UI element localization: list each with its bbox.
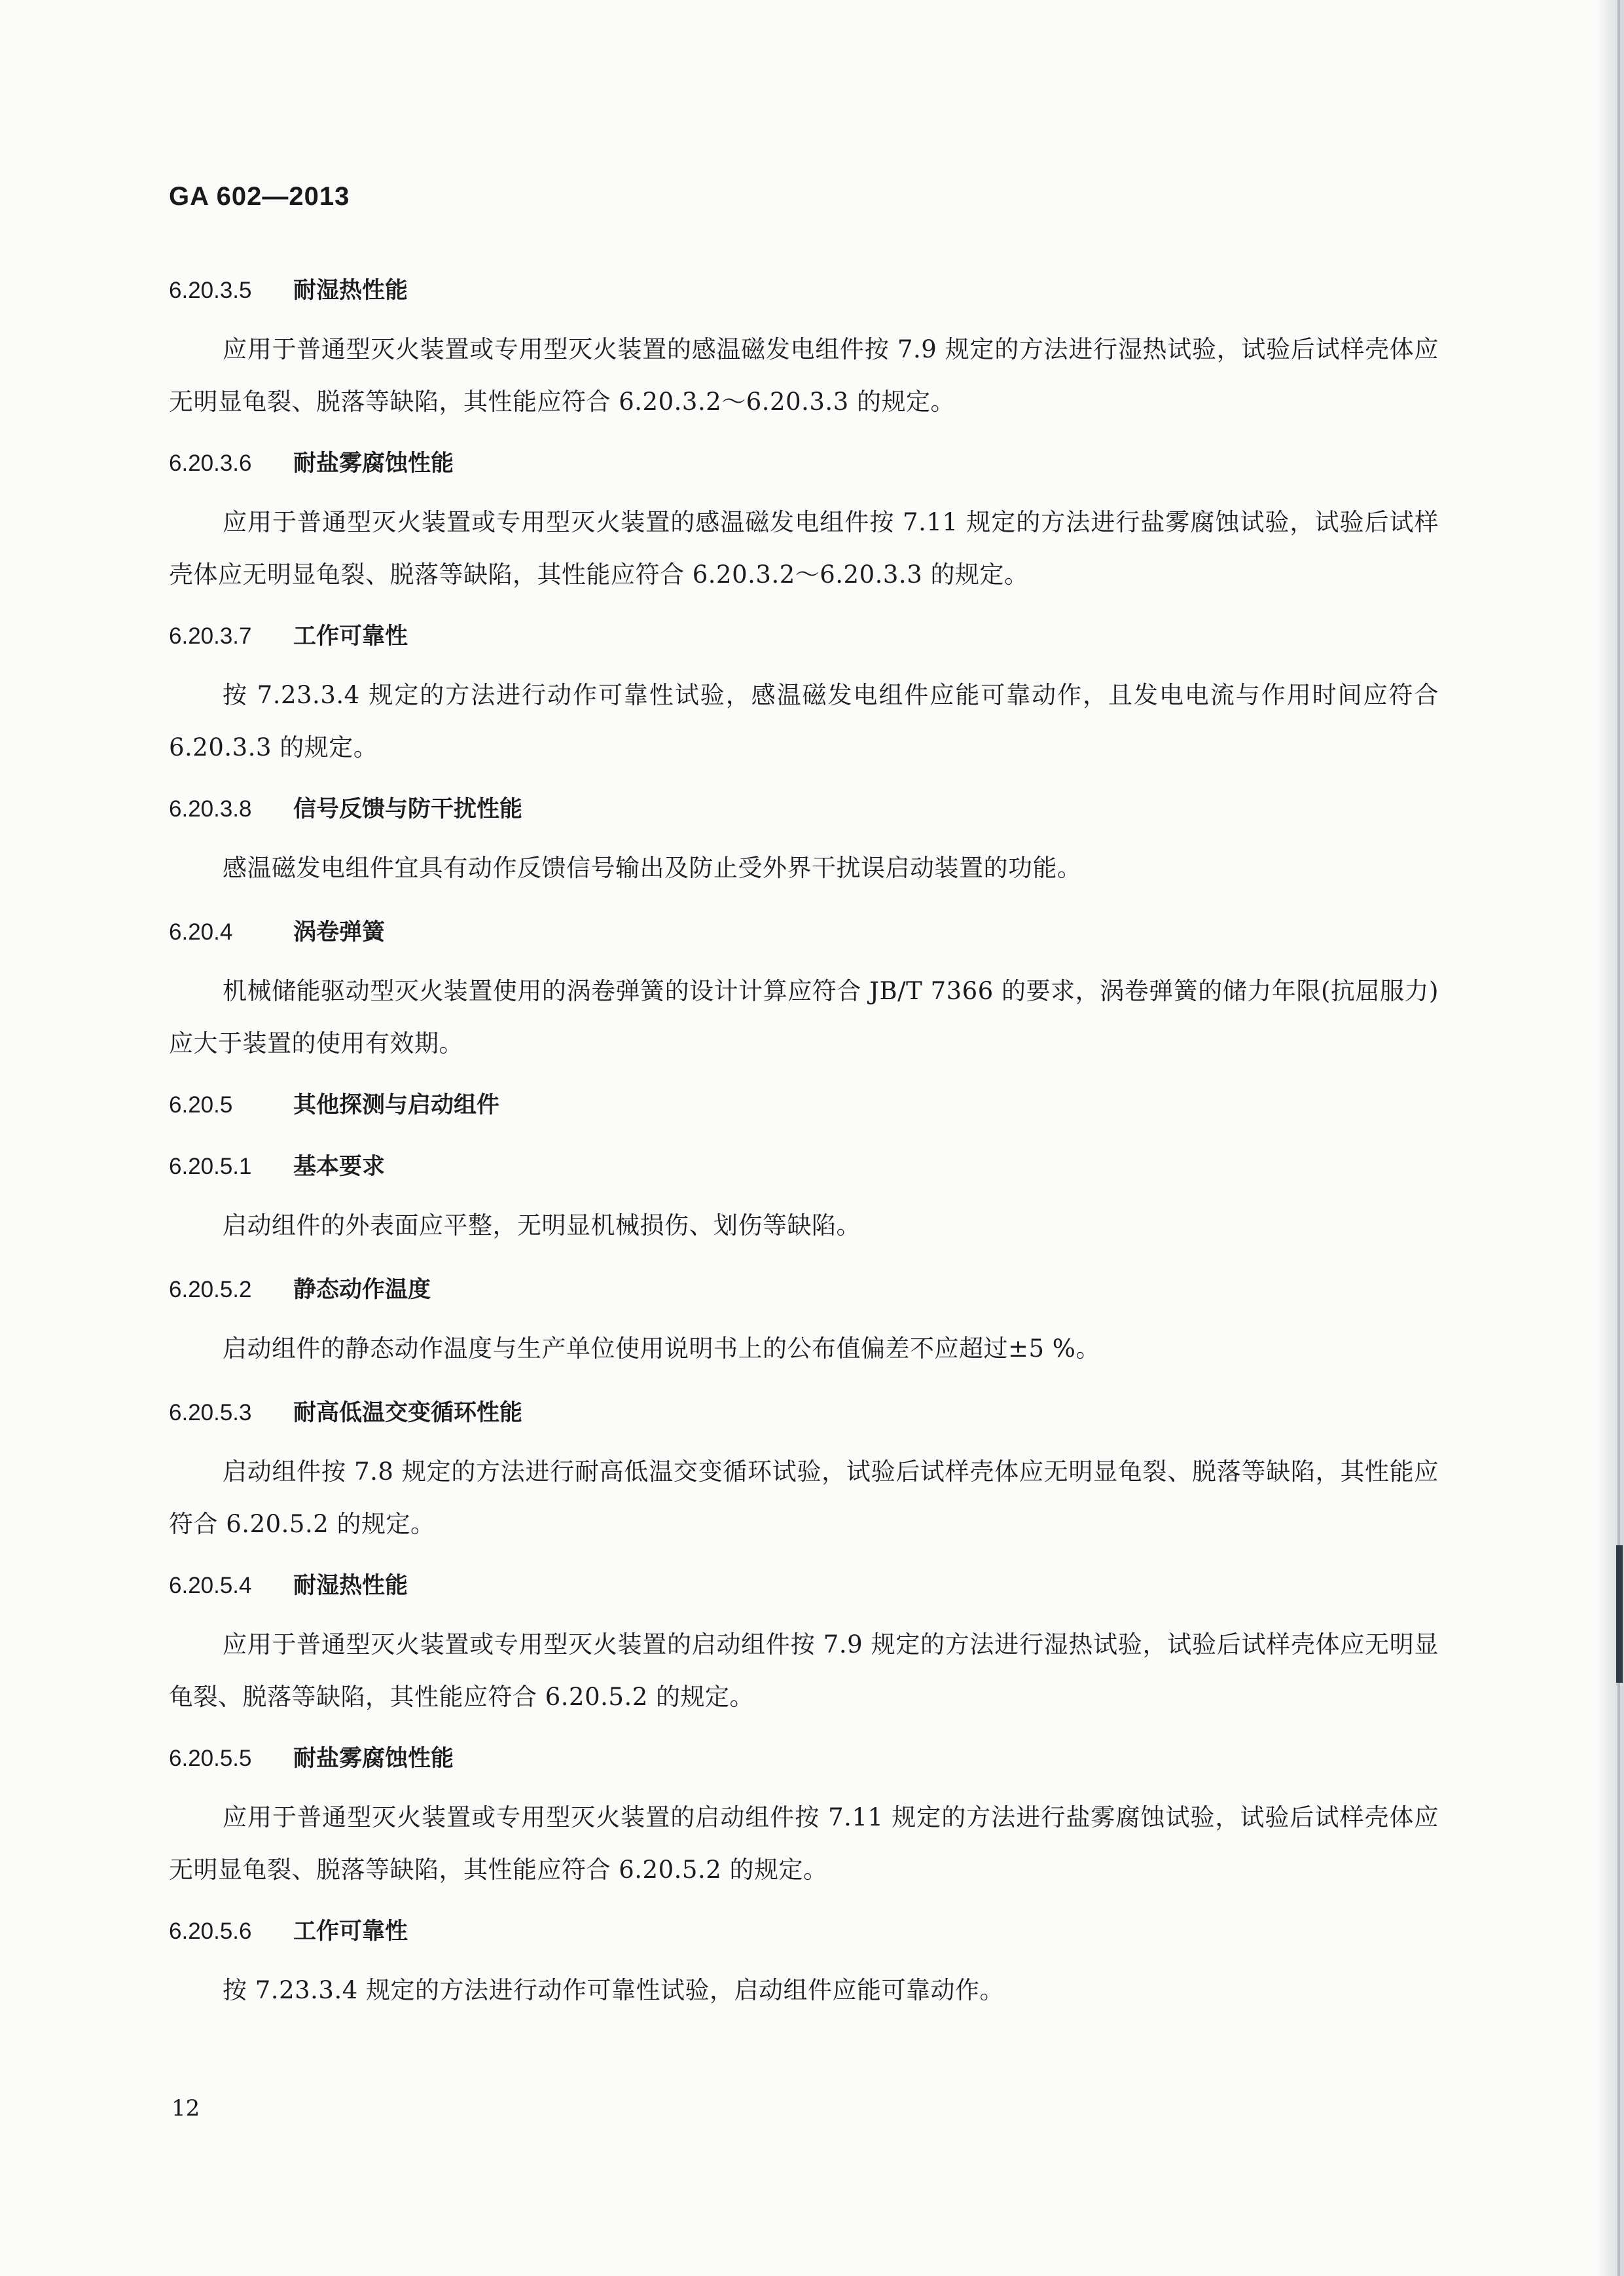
section-paragraph: 启动组件按 7.8 规定的方法进行耐高低温交变循环试验，试验后试样壳体应无明显龟裂、脱落等缺陷，其性能应符合 6.20.5.2 的规定。 bbox=[169, 1458, 1439, 1538]
section-title: 耐高低温交变循环性能 bbox=[293, 1400, 523, 1426]
section-6-20-5-6 bbox=[169, 1916, 1439, 2017]
section-paragraph: 启动组件的外表面应平整，无明显机械损伤、划伤等缺陷。 bbox=[223, 1211, 861, 1239]
section-paragraph: 按 7.23.3.4 规定的方法进行动作可靠性试验，感温磁发电组件应能可靠动作，且发电电流与作用时间应符合 6.20.3.3 的规定。 bbox=[169, 681, 1439, 762]
section-6-20-3-5 bbox=[169, 275, 1439, 428]
section-number: 6.20.5.6 bbox=[169, 1918, 252, 1944]
section-6-20-5-4 bbox=[169, 1570, 1439, 1723]
section-title: 耐湿热性能 bbox=[293, 278, 408, 304]
section-number: 6.20.3.7 bbox=[169, 623, 252, 649]
section-number: 6.20.3.6 bbox=[169, 450, 252, 476]
section-6-20-3-6 bbox=[169, 448, 1439, 601]
section-paragraph: 感温磁发电组件宜具有动作反馈信号输出及防止受外界干扰误启动装置的功能。 bbox=[223, 854, 1082, 882]
section-paragraph: 应用于普通型灭火装置或专用型灭火装置的启动组件按 7.9 规定的方法进行湿热试验，试验后试样壳体应无明显龟裂、脱落等缺陷，其性能应符合 6.20.5.2 的规定。 bbox=[169, 1630, 1439, 1711]
section-heading bbox=[169, 621, 1439, 652]
section-paragraph: 机械储能驱动型灭火装置使用的涡卷弹簧的设计计算应符合 JB/T 7366 的要求，涡卷弹簧的储力年限(抗屈服力)应大于装置的使用有效期。 bbox=[169, 977, 1439, 1057]
section-number: 6.20.5.3 bbox=[169, 1400, 252, 1425]
section-paragraph: 启动组件的静态动作温度与生产单位使用说明书上的公布值偏差不应超过±5 %。 bbox=[223, 1334, 1100, 1363]
section-6-20-5-3 bbox=[169, 1397, 1439, 1551]
section-spacer bbox=[169, 1121, 1439, 1151]
section-number: 6.20.4 bbox=[169, 919, 233, 945]
section-number: 6.20.5.5 bbox=[169, 1746, 252, 1771]
section-heading bbox=[169, 1274, 1439, 1306]
section-title: 耐盐雾腐蚀性能 bbox=[293, 450, 454, 477]
scan-edge-mark bbox=[1616, 1545, 1623, 1683]
section-number: 6.20.3.5 bbox=[169, 278, 252, 303]
section-paragraph: 按 7.23.3.4 规定的方法进行动作可靠性试验，启动组件应能可靠动作。 bbox=[223, 1976, 1005, 2004]
section-heading bbox=[169, 1397, 1439, 1429]
document-body bbox=[169, 275, 1439, 2039]
section-heading bbox=[169, 917, 1439, 948]
section-heading bbox=[169, 1090, 1439, 1121]
section-6-20-5-2 bbox=[169, 1274, 1439, 1375]
section-number: 6.20.3.8 bbox=[169, 796, 252, 822]
section-title: 其他探测与启动组件 bbox=[293, 1092, 500, 1118]
section-number: 6.20.5.1 bbox=[169, 1154, 252, 1179]
section-paragraph: 应用于普通型灭火装置或专用型灭火装置的感温磁发电组件按 7.9 规定的方法进行湿热试验，试验后试样壳体应无明显龟裂、脱落等缺陷，其性能应符合 6.20.3.2～6.20.3.3 的规定。 bbox=[169, 335, 1439, 416]
section-paragraph: 应用于普通型灭火装置或专用型灭火装置的感温磁发电组件按 7.11 规定的方法进行盐雾腐蚀试验，试验后试样壳体应无明显龟裂、脱落等缺陷，其性能应符合 6.20.3.2～6.20.3.3 的规定。 bbox=[169, 508, 1439, 589]
section-paragraph: 应用于普通型灭火装置或专用型灭火装置的启动组件按 7.11 规定的方法进行盐雾腐蚀试验，试验后试样壳体应无明显龟裂、脱落等缺陷，其性能应符合 6.20.5.2 的规定。 bbox=[169, 1803, 1439, 1884]
section-number: 6.20.5 bbox=[169, 1092, 233, 1118]
section-title: 涡卷弹簧 bbox=[293, 919, 386, 945]
section-title: 工作可靠性 bbox=[293, 1918, 408, 1945]
document-id-header: GA 602—2013 bbox=[169, 182, 350, 211]
section-heading bbox=[169, 794, 1439, 825]
section-title: 信号反馈与防干扰性能 bbox=[293, 796, 523, 822]
section-title: 静态动作温度 bbox=[293, 1277, 431, 1303]
section-6-20-3-7 bbox=[169, 621, 1439, 774]
section-title: 基本要求 bbox=[293, 1154, 386, 1180]
section-6-20-5-1 bbox=[169, 1151, 1439, 1252]
section-6-20-4 bbox=[169, 917, 1439, 1070]
section-title: 耐盐雾腐蚀性能 bbox=[293, 1746, 454, 1772]
section-6-20-3-8 bbox=[169, 794, 1439, 894]
section-heading bbox=[169, 275, 1439, 306]
section-number: 6.20.5.2 bbox=[169, 1277, 252, 1302]
scan-edge-line bbox=[1617, 0, 1620, 2276]
section-number: 6.20.5.4 bbox=[169, 1573, 252, 1598]
section-6-20-5 bbox=[169, 1090, 1439, 1151]
page-number: 12 bbox=[171, 2095, 200, 2121]
section-heading bbox=[169, 1916, 1439, 1947]
section-heading bbox=[169, 1570, 1439, 1602]
section-heading bbox=[169, 1151, 1439, 1183]
section-title: 耐湿热性能 bbox=[293, 1573, 408, 1599]
section-6-20-5-5 bbox=[169, 1743, 1439, 1896]
section-title: 工作可靠性 bbox=[293, 623, 408, 650]
section-heading bbox=[169, 1743, 1439, 1774]
section-heading bbox=[169, 448, 1439, 479]
